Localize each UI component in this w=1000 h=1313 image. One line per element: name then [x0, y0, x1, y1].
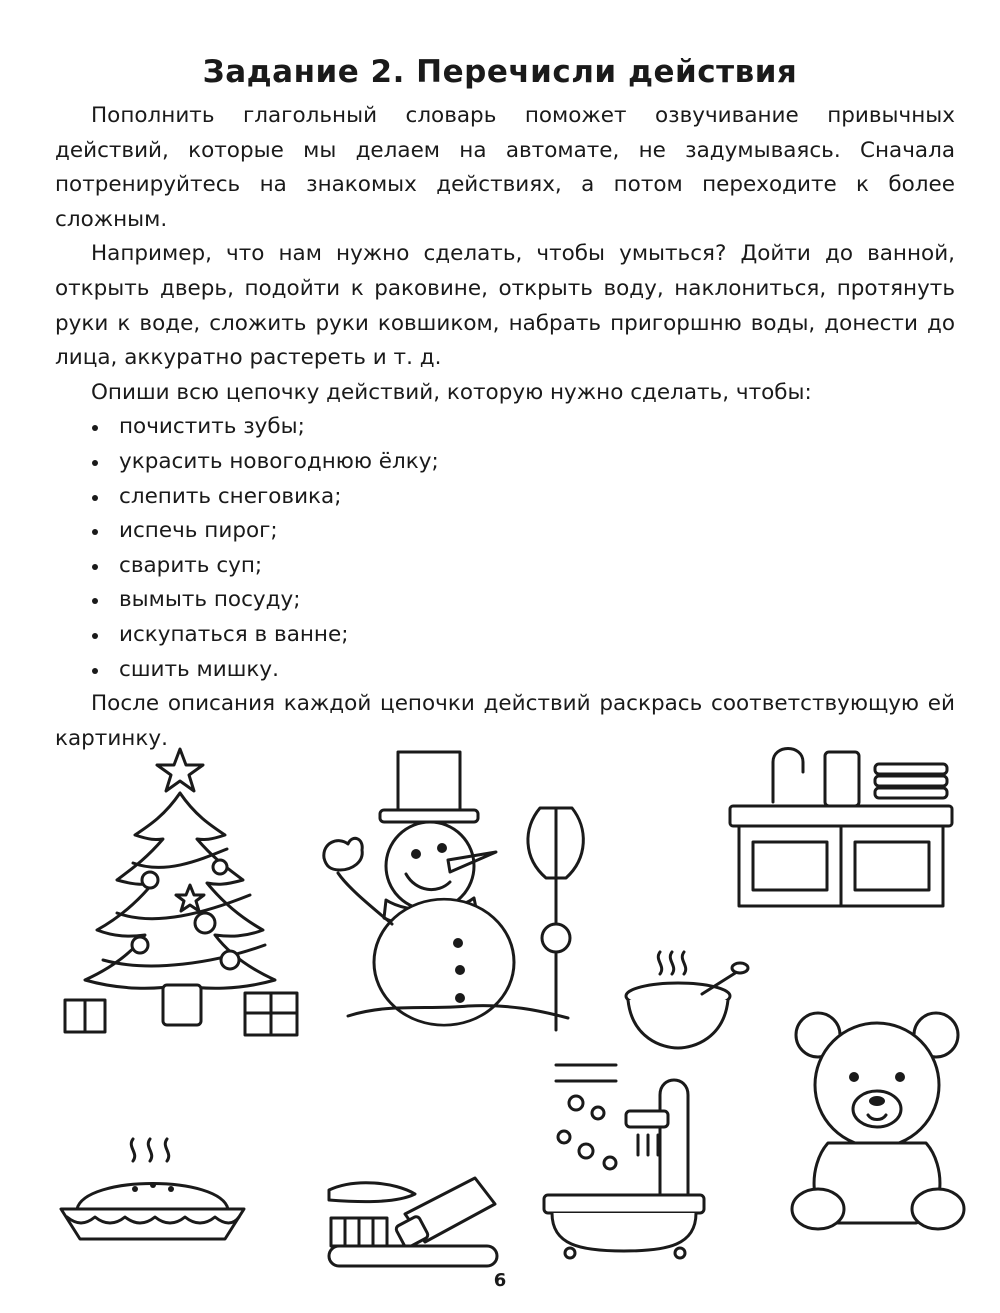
page-title: Задание 2. Перечисли действия [202, 54, 798, 90]
pie-icon [55, 1135, 250, 1245]
closing-paragraph: После описания каждой цепочки действий раскрась соответствующую ей картинку. [55, 691, 955, 751]
task-text [55, 99, 955, 756]
teddy-bear-icon [788, 1005, 968, 1235]
list-item: сшить мишку. [91, 653, 955, 688]
list-item: слепить снеговика; [91, 480, 955, 515]
list-item: вымыть посуду; [91, 583, 955, 618]
christmas-tree-icon [55, 745, 305, 1045]
kitchen-sink-icon [725, 742, 960, 912]
list-item: украсить новогоднюю ёлку; [91, 445, 955, 480]
list-item: испечь пирог; [91, 514, 955, 549]
illustrations [0, 720, 1000, 1260]
soup-bowl-icon [622, 948, 752, 1058]
task-paragraph: Опиши всю цепочку действий, которую нужно сделать, чтобы: [91, 379, 812, 405]
list-item: сварить суп; [91, 549, 955, 584]
list-item: почистить зубы; [91, 410, 955, 445]
snowman-icon [318, 748, 588, 1038]
page-number: 6 [493, 1270, 507, 1291]
toothbrush-icon [325, 1172, 500, 1277]
action-list [55, 410, 955, 687]
intro-paragraph: Пополнить глагольный словарь поможет озвучивание привычных действий, которые мы делаем на автомате, не задумываясь. Сначала потренируйтесь на знакомых действиях, а потом переходите к более сложным. [55, 103, 955, 232]
example-paragraph: Например, что нам нужно сделать, чтобы умыться? Дойти до ванной, открыть дверь, подойти к раковине, открыть воду, наклониться, протянуть руки к воде, сложить руки ковшиком, набрать пригоршню воды, донести до лица, аккуратно растереть и т. д. [55, 241, 955, 371]
bathtub-icon [540, 1055, 755, 1260]
list-item: искупаться в ванне; [91, 618, 955, 653]
